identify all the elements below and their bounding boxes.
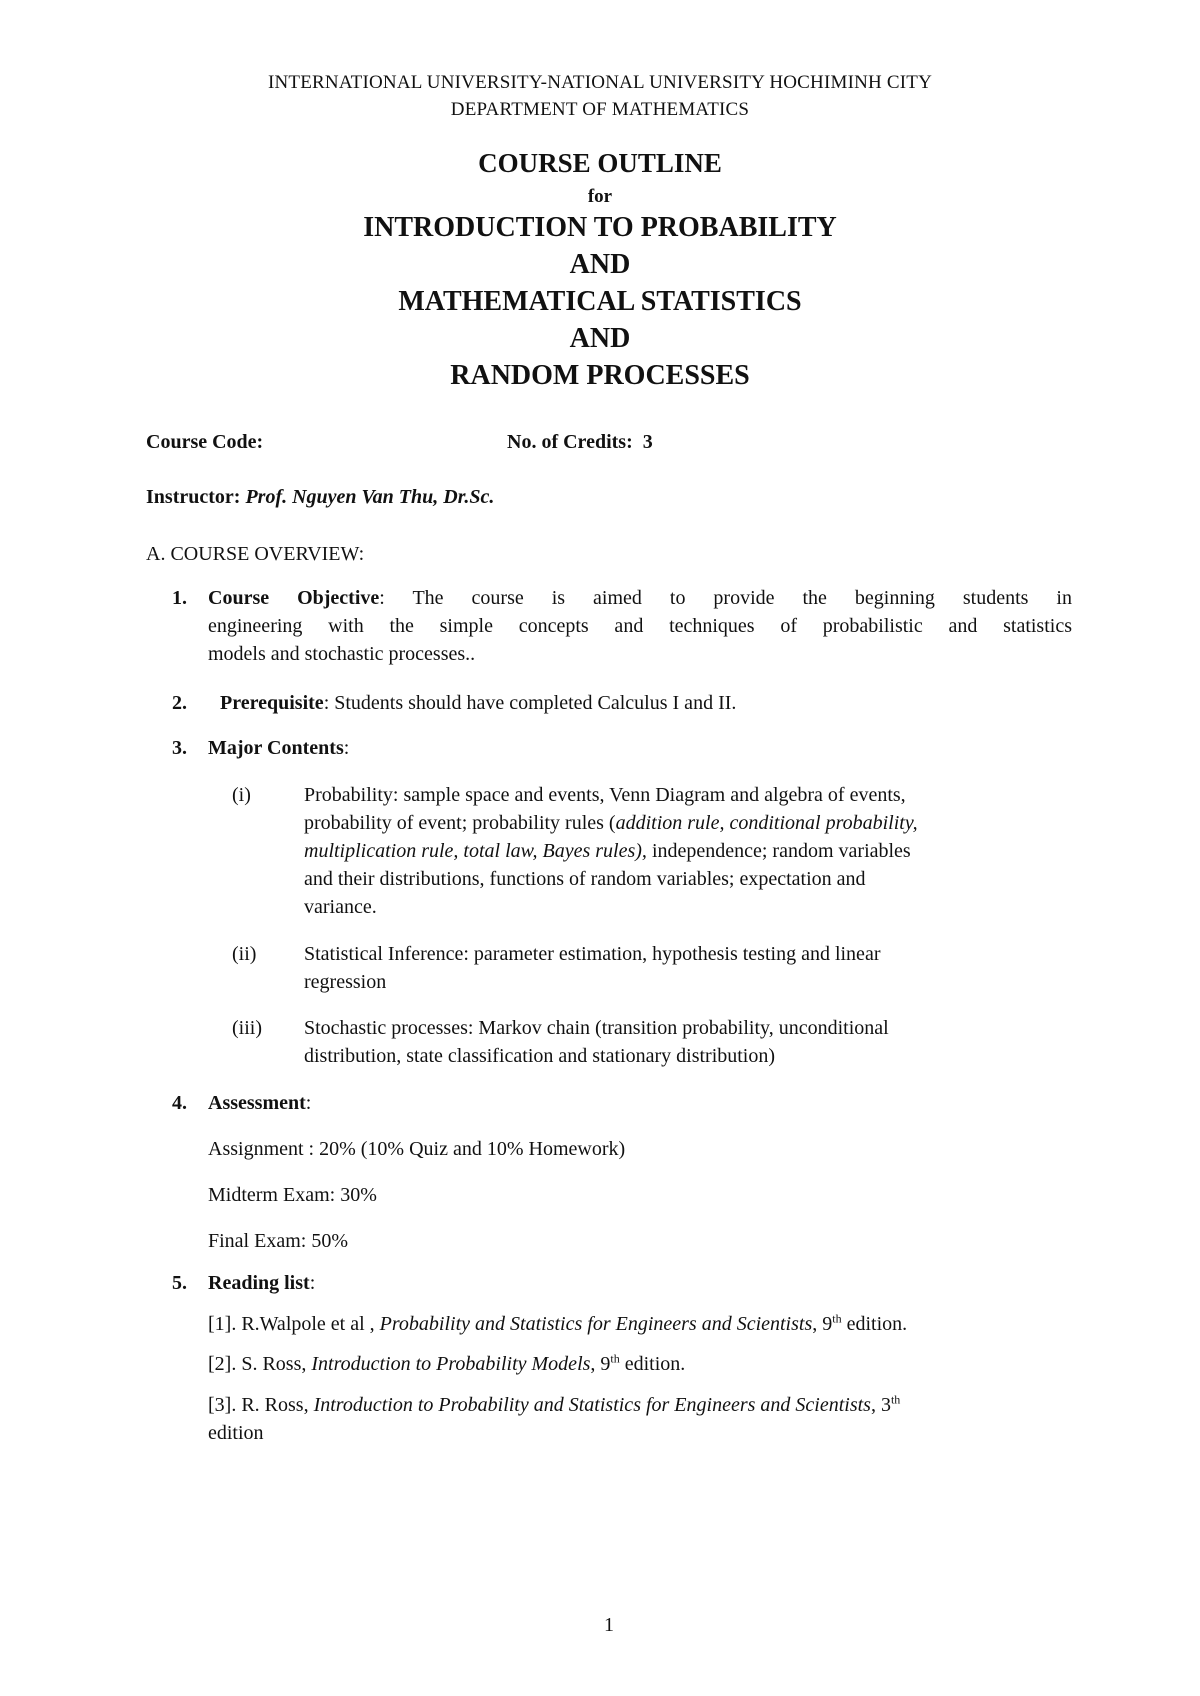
- prerequisite-number: 2.: [172, 692, 187, 714]
- objective-line-2: engineering with the simple concepts and techniques of probabilistic and statistics: [208, 615, 1072, 637]
- assessment-label: Assessment: [208, 1092, 306, 1114]
- reference-suffix: edition.: [619, 1353, 686, 1375]
- reference-superscript: th: [890, 1392, 901, 1407]
- prerequisite-label: Prerequisite: [220, 692, 324, 714]
- reference-author: [3]. R. Ross,: [208, 1394, 314, 1416]
- content-item-line: [304, 812, 918, 835]
- content-item-line: and their distributions, functions of random variables; expectation and: [304, 868, 866, 890]
- reference-author: [2]. S. Ross,: [208, 1353, 312, 1375]
- reference-title: Probability and Statistics for Engineers and Scientists: [379, 1313, 813, 1335]
- instructor-line: [146, 486, 494, 509]
- reference-superscript: th: [832, 1311, 842, 1326]
- reading-colon: :: [309, 1272, 316, 1294]
- page-number: 1: [604, 1614, 614, 1636]
- course-title-line-1: INTRODUCTION TO PROBABILITY: [363, 212, 837, 243]
- prerequisite-line: [220, 692, 736, 715]
- assessment-item: Assignment : 20% (10% Quiz and 10% Homework): [208, 1138, 626, 1160]
- assessment-item: Final Exam: 50%: [208, 1230, 348, 1252]
- reference-edition: , 3: [870, 1394, 891, 1416]
- course-title-line-2: MATHEMATICAL STATISTICS: [398, 286, 802, 317]
- content-item-line: regression: [304, 971, 387, 993]
- content-item-line: variance.: [304, 896, 377, 918]
- objective-number: 1.: [172, 587, 187, 609]
- course-title-and-2: AND: [569, 323, 631, 354]
- content-item-line: [304, 840, 911, 863]
- course-title-and-1: AND: [569, 249, 631, 280]
- reference-superscript: th: [610, 1351, 620, 1366]
- course-title-line-3: RANDOM PROCESSES: [450, 360, 750, 391]
- credits-label: No. of Credits:: [507, 431, 633, 453]
- assessment-heading: [208, 1092, 311, 1115]
- content-item-marker: (ii): [232, 943, 257, 965]
- reference-title: Introduction to Probability and Statistics for Engineers and Scientists: [313, 1394, 871, 1416]
- outline-heading: COURSE OUTLINE: [478, 148, 722, 178]
- assessment-colon: :: [305, 1092, 312, 1114]
- reference-continuation: edition: [208, 1422, 264, 1444]
- contents-label: Major Contents: [208, 737, 344, 759]
- contents-heading: [208, 737, 349, 760]
- reading-label: Reading list: [208, 1272, 310, 1294]
- reference-edition: , 9: [590, 1353, 611, 1375]
- content-item-italic: addition rule, conditional probability,: [615, 812, 918, 834]
- credits-value: 3: [642, 431, 653, 453]
- objective-text-1: : The course is aimed to provide the beginning students in: [379, 587, 1072, 609]
- reference-title: Introduction to Probability Models: [311, 1353, 591, 1375]
- assessment-number: 4.: [172, 1092, 187, 1114]
- content-item-marker: (iii): [232, 1017, 262, 1039]
- department-name: DEPARTMENT OF MATHEMATICS: [450, 99, 750, 120]
- content-item-line: Statistical Inference: parameter estimation, hypothesis testing and linear: [304, 943, 881, 965]
- content-item-marker: (i): [232, 784, 251, 806]
- content-item-line: Probability: sample space and events, Venn Diagram and algebra of events,: [304, 784, 906, 806]
- reference-edition: , 9: [812, 1313, 833, 1335]
- prerequisite-text: : Students should have completed Calculus I and II.: [323, 692, 737, 714]
- contents-number: 3.: [172, 737, 187, 759]
- outline-for: for: [587, 186, 613, 207]
- content-item-line: Stochastic processes: Markov chain (transition probability, unconditional: [304, 1017, 889, 1039]
- instructor-label: Instructor:: [146, 486, 241, 508]
- objective-label: Course Objective: [208, 587, 380, 609]
- content-item-text: probability of event; probability rules (: [304, 812, 616, 834]
- reference-item: [208, 1394, 900, 1417]
- contents-colon: :: [343, 737, 350, 759]
- credits: [507, 431, 653, 454]
- reference-suffix: edition.: [841, 1313, 908, 1335]
- reading-number: 5.: [172, 1272, 187, 1294]
- section-a-title: A. COURSE OVERVIEW:: [146, 543, 365, 565]
- reading-heading: [208, 1272, 315, 1295]
- objective-line-1: [208, 587, 1072, 610]
- instructor-name: Prof. Nguyen Van Thu, Dr.Sc.: [245, 486, 495, 508]
- content-item-italic: multiplication rule, total law, Bayes rules),: [304, 840, 647, 862]
- course-code-label: Course Code:: [146, 431, 264, 453]
- assessment-item: Midterm Exam: 30%: [208, 1184, 377, 1206]
- reference-item: [208, 1313, 907, 1336]
- content-item-line: distribution, state classification and stationary distribution): [304, 1045, 776, 1067]
- content-item-text: independence; random variables: [646, 840, 911, 862]
- university-name: INTERNATIONAL UNIVERSITY-NATIONAL UNIVERSITY HOCHIMINH CITY: [267, 72, 933, 93]
- objective-line-3: models and stochastic processes..: [208, 643, 476, 665]
- reference-item: [208, 1353, 685, 1376]
- reference-author: [1]. R.Walpole et al ,: [208, 1313, 380, 1335]
